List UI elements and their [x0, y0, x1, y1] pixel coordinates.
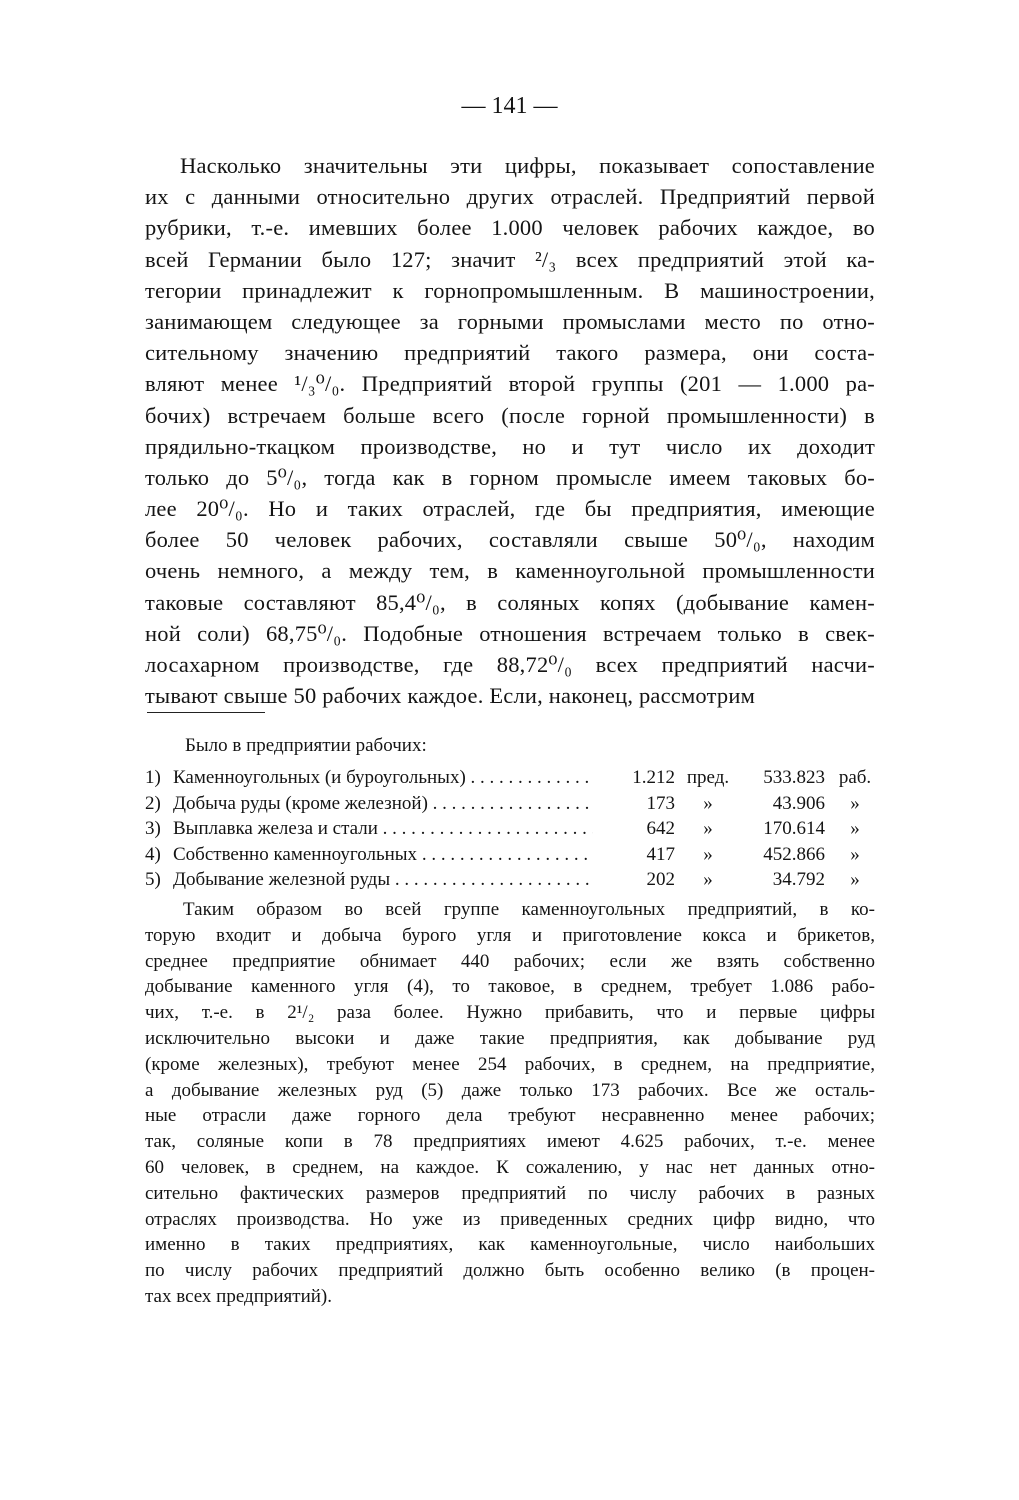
text-line: лее 20⁰/₀. Но и таких отраслей, где бы предприятия, имеющие	[145, 496, 875, 522]
footnote-line: тах всех предприятий).	[145, 1285, 332, 1307]
row-enterprises: 642	[646, 818, 675, 839]
text-line: ной соли) 68,75⁰/₀. Подобные отношения встречаем только в свек-	[145, 620, 875, 646]
row-name: Выплавка железа и стали . . .	[173, 816, 593, 842]
text-line: их с данными относительно других отраслей. Предприятий первой	[145, 184, 875, 210]
row-enterprises: 417	[646, 843, 675, 865]
text-line: более 50 человек рабочих, составляли свыше 50⁰/₀, находим	[145, 527, 875, 553]
text-line: прядильно-ткацком производстве, но и тут число их доходит	[145, 433, 875, 459]
footnote-line: отраслях производства. Но уже из приведенных средних цифр видно, что	[145, 1208, 875, 1230]
row-number: 1)	[145, 767, 161, 788]
row-enterprises-unit: »	[703, 869, 713, 890]
row-number: 4)	[145, 843, 161, 865]
text-line: тывают свыше 50 рабочих каждое. Если, наконец, рассмотрим	[145, 683, 756, 709]
row-workers-unit: »	[850, 843, 860, 865]
text-line: сительному значению предприятий такого размера, они соста-	[145, 340, 875, 366]
footnote-line: чих, т.-е. в 2¹/₂ раза более. Нужно прибавить, что и первые цифры	[145, 1002, 875, 1024]
footnote-line: 60 человек, в среднем, на каждое. К сожалению, у нас нет данных отно-	[145, 1156, 875, 1178]
footnote-table	[145, 765, 875, 893]
row-workers-unit: раб.	[838, 767, 872, 788]
footnote-intro: Было в предприятии рабочих:	[185, 735, 427, 756]
row-workers: 452.866	[763, 843, 825, 865]
row-enterprises: 202	[646, 869, 675, 890]
text-line: вляют менее ¹/₃⁰/₀. Предприятий второй группы (201 — 1.000 ра-	[145, 371, 875, 397]
footnote-line: по числу рабочих предприятий должно быть особенно велико (в процен-	[145, 1260, 875, 1282]
footnote-line: Таким образом во всей группе каменноугольных предприятий, в ко-	[183, 899, 875, 920]
footnote-line: добывание каменного угля (4), то таковое, в среднем, требует 1.086 рабо-	[145, 976, 875, 998]
footnote-paragraph	[145, 897, 875, 1310]
text-line: Насколько значительны эти цифры, показывает сопоставление	[180, 153, 875, 178]
table-row	[145, 765, 875, 791]
text-line: тегории принадлежит к горнопромышленным. В машиностроении,	[145, 277, 875, 303]
text-line: занимающем следующее за горными промыслами место по отно-	[145, 308, 875, 334]
row-number: 2)	[145, 792, 161, 814]
row-number: 3)	[145, 818, 161, 839]
footnote-line: среднее предприятие обнимает 440 рабочих; если же взять собственно	[145, 950, 875, 972]
row-enterprises-unit: »	[703, 792, 713, 814]
table-row	[145, 867, 875, 893]
row-workers: 533.823	[763, 767, 825, 788]
table-row	[145, 842, 875, 868]
text-line: только до 5⁰/₀, тогда как в горном промысле имеем таковых бо-	[145, 464, 875, 490]
row-enterprises-unit: пред.	[686, 767, 730, 788]
text-line: таковые составляют 85,4⁰/₀, в соляных копях (добывание камен-	[145, 589, 875, 615]
footnote-line: торую входит и добыча бурого угля и приготовление кокса и брикетов,	[145, 924, 875, 946]
row-workers: 43.906	[772, 792, 825, 814]
row-enterprises: 1.212	[632, 767, 675, 788]
row-number: 5)	[145, 869, 161, 890]
footnote-line: а добывание железных руд (5) даже только 173 рабочих. Все же осталь-	[145, 1079, 875, 1101]
footnote-line: (кроме железных), требуют менее 254 рабочих, в среднем, на предприятие,	[145, 1053, 875, 1075]
page-number: — 141 —	[461, 93, 558, 119]
table-row	[145, 816, 875, 842]
row-enterprises-unit: »	[703, 843, 713, 865]
footnote-divider	[147, 712, 265, 713]
footnote-line: именно в таких предприятиях, как каменноугольные, число наибольших	[145, 1234, 875, 1256]
row-workers: 34.792	[772, 869, 825, 890]
row-name: Собственно каменноугольных . . .	[173, 842, 593, 868]
row-name: Каменноугольных (и буроугольных) . . .	[173, 765, 593, 791]
row-workers-unit: »	[850, 818, 860, 839]
row-workers-unit: »	[850, 869, 860, 890]
row-workers: 170.614	[763, 818, 825, 839]
table-row	[145, 791, 875, 817]
text-line: рубрики, т.-е. имевших более 1.000 человек рабочих каждое, во	[145, 215, 875, 241]
text-line: очень немного, а между тем, в каменноугольной промышленности	[145, 558, 875, 584]
row-enterprises: 173	[646, 792, 675, 814]
text-line: бочих) встречаем больше всего (после горной промышленности) в	[145, 402, 875, 428]
row-name: Добыча руды (кроме железной) . . .	[173, 791, 593, 817]
row-workers-unit: »	[850, 792, 860, 814]
text-line: лосахарном производстве, где 88,72⁰/₀ всех предприятий насчи-	[145, 652, 875, 677]
footnote-line: так, соляные копи в 78 предприятиях имеют 4.625 рабочих, т.-е. менее	[145, 1131, 875, 1153]
footnote-line: ные отрасли даже горного дела требуют несравненно менее рабочих;	[145, 1105, 875, 1127]
main-paragraph	[145, 150, 875, 711]
row-enterprises-unit: »	[703, 818, 713, 839]
text-line: всей Германии было 127; значит ²/₃ всех предприятий этой ка-	[145, 246, 875, 272]
row-name: Добывание железной руды . . .	[173, 867, 593, 893]
footnote-line: исключительно высоки и даже такие предприятия, как добывание руд	[145, 1027, 875, 1049]
footnote-line: сительно фактических размеров предприятий по числу рабочих в разных	[145, 1182, 875, 1204]
